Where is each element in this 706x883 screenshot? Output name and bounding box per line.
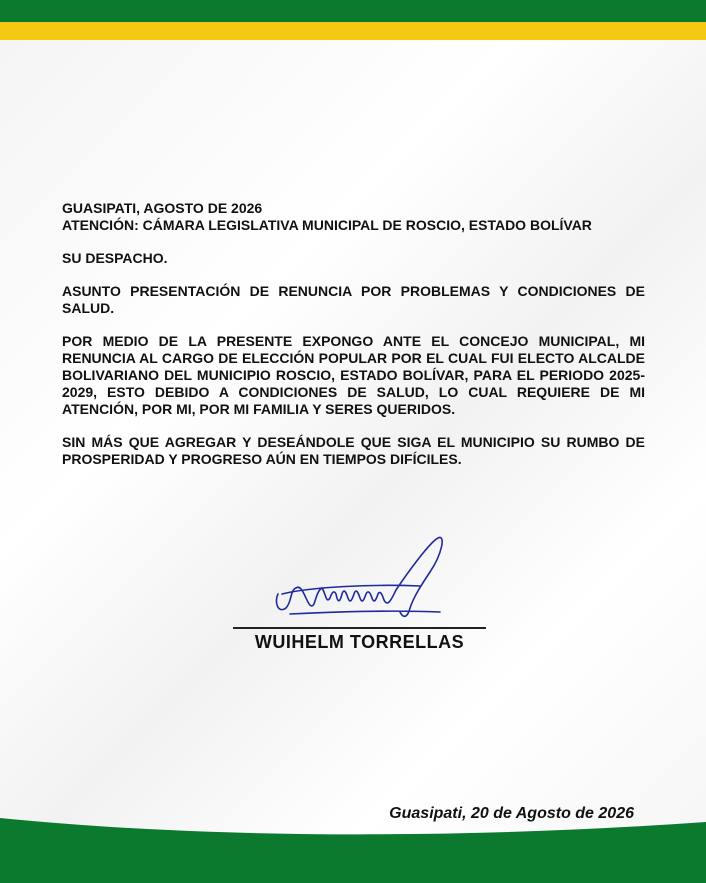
- signature-line: [233, 627, 486, 629]
- top-green-band: [0, 0, 706, 22]
- letter-place-date: GUASIPATI, AGOSTO DE 2026: [62, 200, 263, 216]
- handwritten-signature: [270, 532, 450, 627]
- letter-closing: SIN MÁS QUE AGREGAR Y DESEÁNDOLE QUE SIGA EL MUNICIPIO SU RUMBO DE PROSPERIDAD Y PROGRESO AÚN EN TIEMPOS DIFÍCILES.: [62, 434, 645, 467]
- letter-paragraph: POR MEDIO DE LA PRESENTE EXPONGO ANTE EL CONCEJO MUNICIPAL, MI RENUNCIA AL CARGO DE ELECCIÓN POPULAR POR EL CUAL FUI ELECTO ALCALDE BOLIVARIANO DEL MUNICIPIO ROSCIO, ESTADO BOLÍVAR, PARA EL PERIODO 2025-2029, ESTO DEBIDO A CONDICIONES DE SALUD, LO CUAL REQUIERE DE MI ATENCIÓN, POR MI, POR MI FAMILIA Y SERES QUERIDOS.: [62, 333, 645, 417]
- footer-place-date: Guasipati, 20 de Agosto de 2026: [389, 805, 634, 822]
- top-yellow-band: [0, 22, 706, 40]
- letter-salutation: SU DESPACHO.: [62, 250, 168, 266]
- letter-attention: ATENCIÓN: CÁMARA LEGISLATIVA MUNICIPAL DE ROSCIO, ESTADO BOLÍVAR: [62, 217, 592, 233]
- letter-body: [62, 200, 645, 468]
- letter-subject: ASUNTO PRESENTACIÓN DE RENUNCIA POR PROBLEMAS Y CONDICIONES DE SALUD.: [62, 283, 645, 316]
- signer-name: WUIHELM TORRELLAS: [254, 632, 465, 652]
